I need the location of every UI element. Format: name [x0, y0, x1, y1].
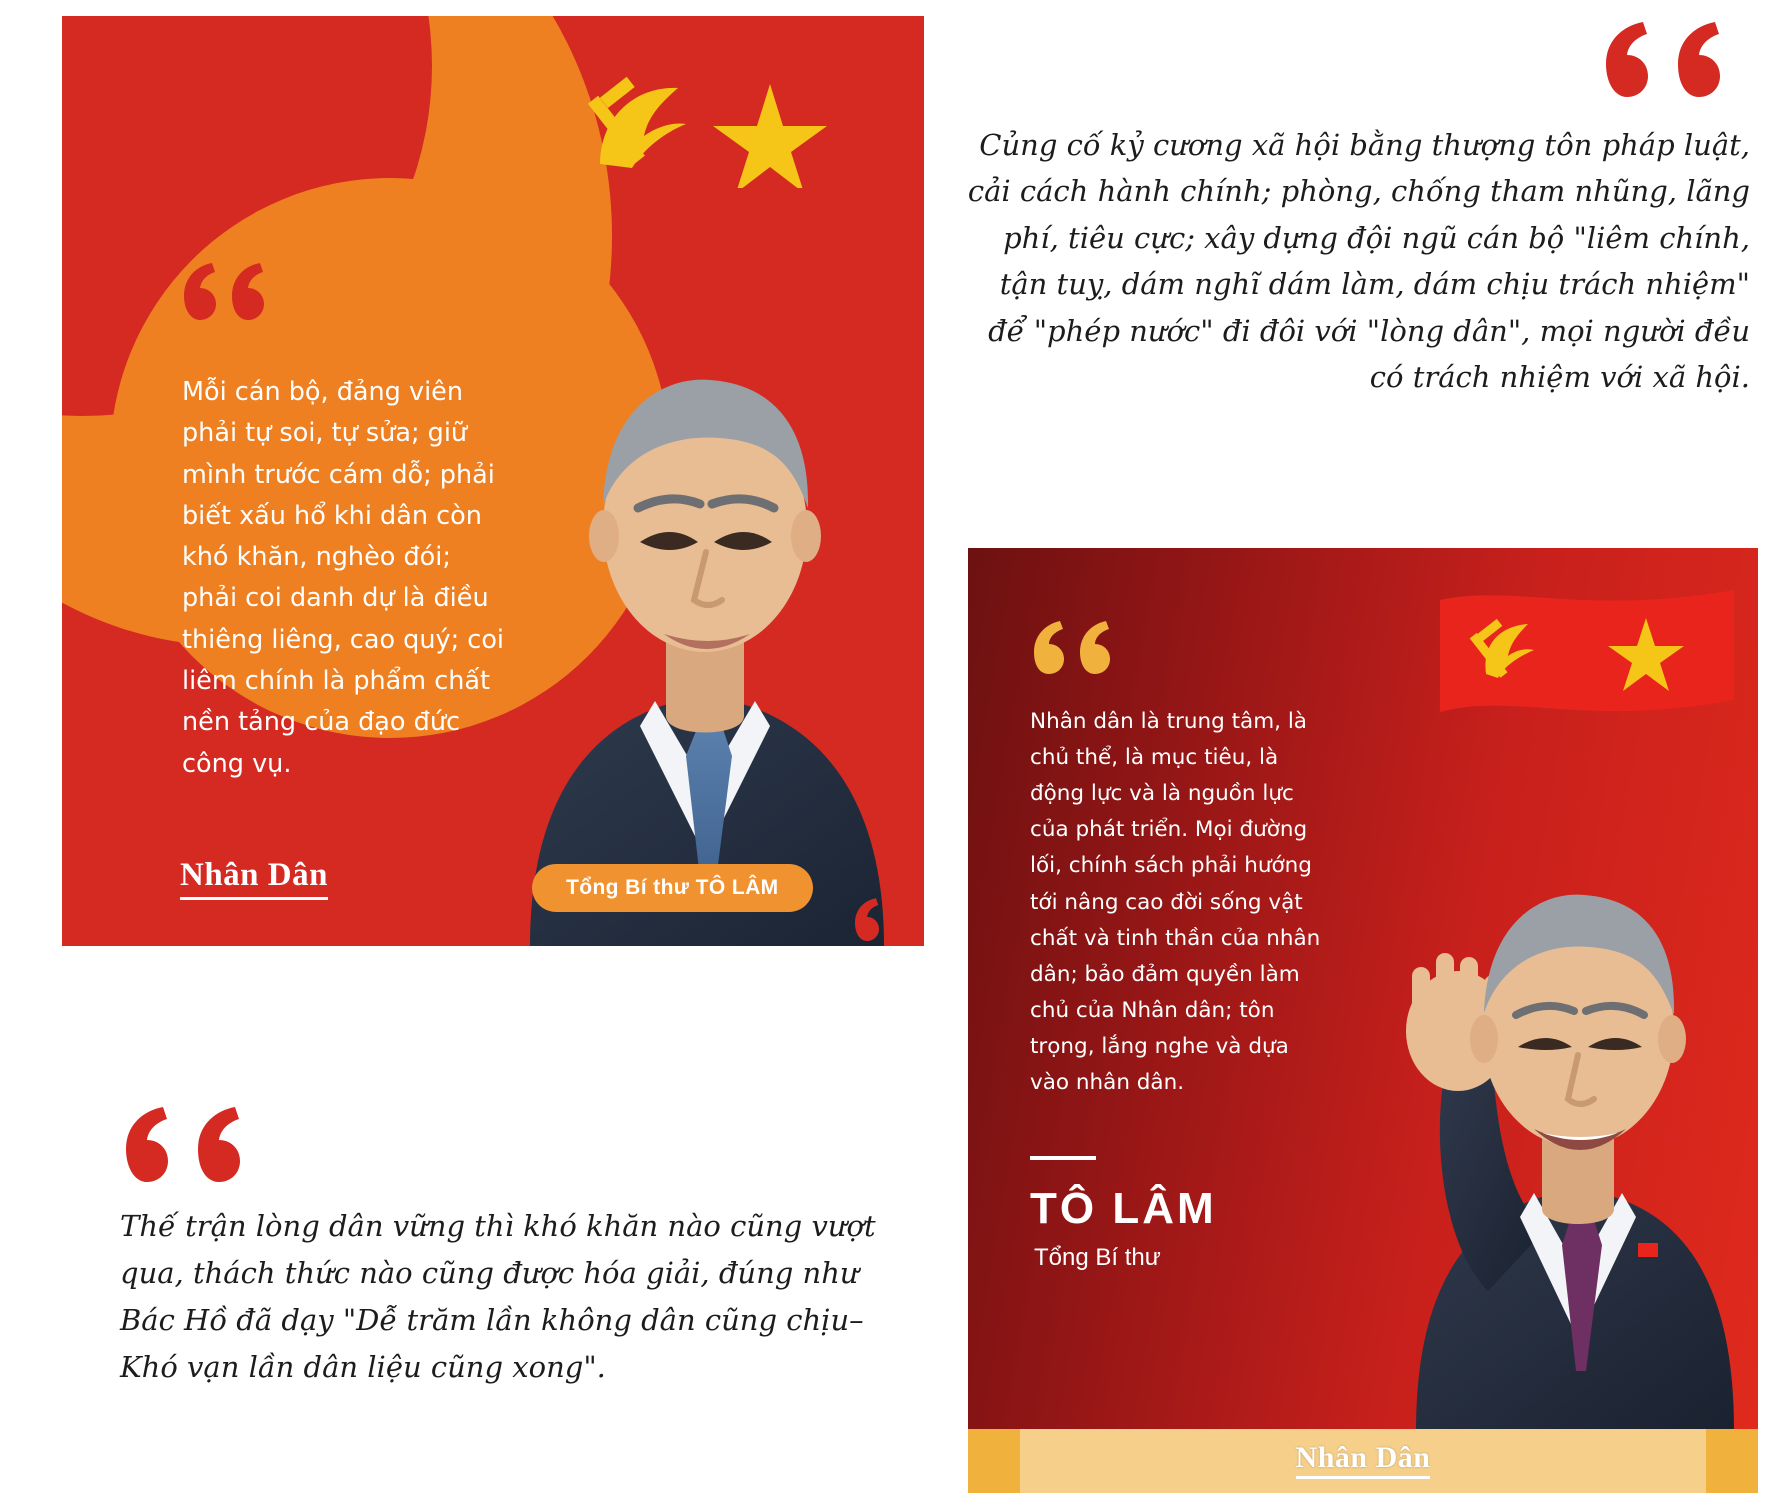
top-right-quote-text: Củng cố kỷ cương xã hội bằng thượng tôn pháp luật, cải cách hành chính; phòng, chống tham nhũng, lãng phí, tiêu cực; xây dựng đội ngũ cán bộ "liêm chính, tận tuỵ, dám nghĩ dám làm, dám chịu trách nhiệm" để "phép nước" đi đôi với "lòng dân", mọi người đều có trách nhiệm với xã hội. — [967, 128, 1750, 394]
nhandan-logo: Nhân Dân — [968, 1441, 1758, 1475]
quote-mark-icon — [180, 254, 276, 331]
double-quote-icon — [852, 896, 924, 944]
secondary-quote-poster — [968, 548, 1758, 1493]
name-badge: Tổng Bí thư TÔ LÂM — [532, 864, 813, 912]
speaker-title: Tổng Bí thư — [1034, 1244, 1161, 1271]
nhandan-logo: Nhân Dân — [180, 857, 328, 900]
double-quote-icon — [1600, 20, 1750, 100]
footer-bar — [968, 1429, 1758, 1493]
portrait-to-lam-waving — [1338, 731, 1758, 1431]
closing-quote-icon — [852, 896, 924, 944]
top-right-quote-block — [960, 20, 1750, 400]
double-quote-icon — [120, 1105, 270, 1185]
bottom-left-quote-block — [120, 1105, 880, 1391]
portrait-to-lam — [470, 256, 924, 946]
main-quote-text: Mỗi cán bộ, đảng viên phải tự soi, tự sửa; giữ mình trước cám dỗ; phải biết xấu hổ khi dân còn khó khăn, nghèo đói; phải coi danh dự là điều thiêng liêng, cao quý; coi liêm chính là phẩm chất nền tảng của đạo đức công vụ. — [182, 377, 504, 779]
double-quote-icon — [180, 260, 276, 324]
secondary-quote-text: Nhân dân là trung tâm, là chủ thể, là mục tiêu, là động lực và là nguồn lực của phát triển. Mọi đường lối, chính sách phải hướng tới nâng cao đời sống vật chất và tinh thần của nhân dân; bảo đảm quyền làm chủ của Nhân dân; tôn trọng, lắng nghe và dựa vào nhân dân. — [1030, 709, 1321, 1096]
speaker-name: TÔ LÂM — [1030, 1184, 1217, 1233]
vietnam-communist-party-flag-icon — [1434, 582, 1734, 732]
main-quote-poster — [62, 16, 924, 946]
double-quote-icon — [1030, 620, 1124, 678]
divider — [1030, 1156, 1096, 1160]
hammer-sickle-and-star-icon — [582, 68, 832, 188]
bottom-left-quote-text: Thế trận lòng dân vững thì khó khăn nào cũng vượt qua, thách thức nào cũng được hóa giải, đúng như Bác Hồ đã dạy "Dễ trăm lần không dân cũng chịu–Khó vạn lần dân liệu cũng xong". — [120, 1209, 876, 1384]
